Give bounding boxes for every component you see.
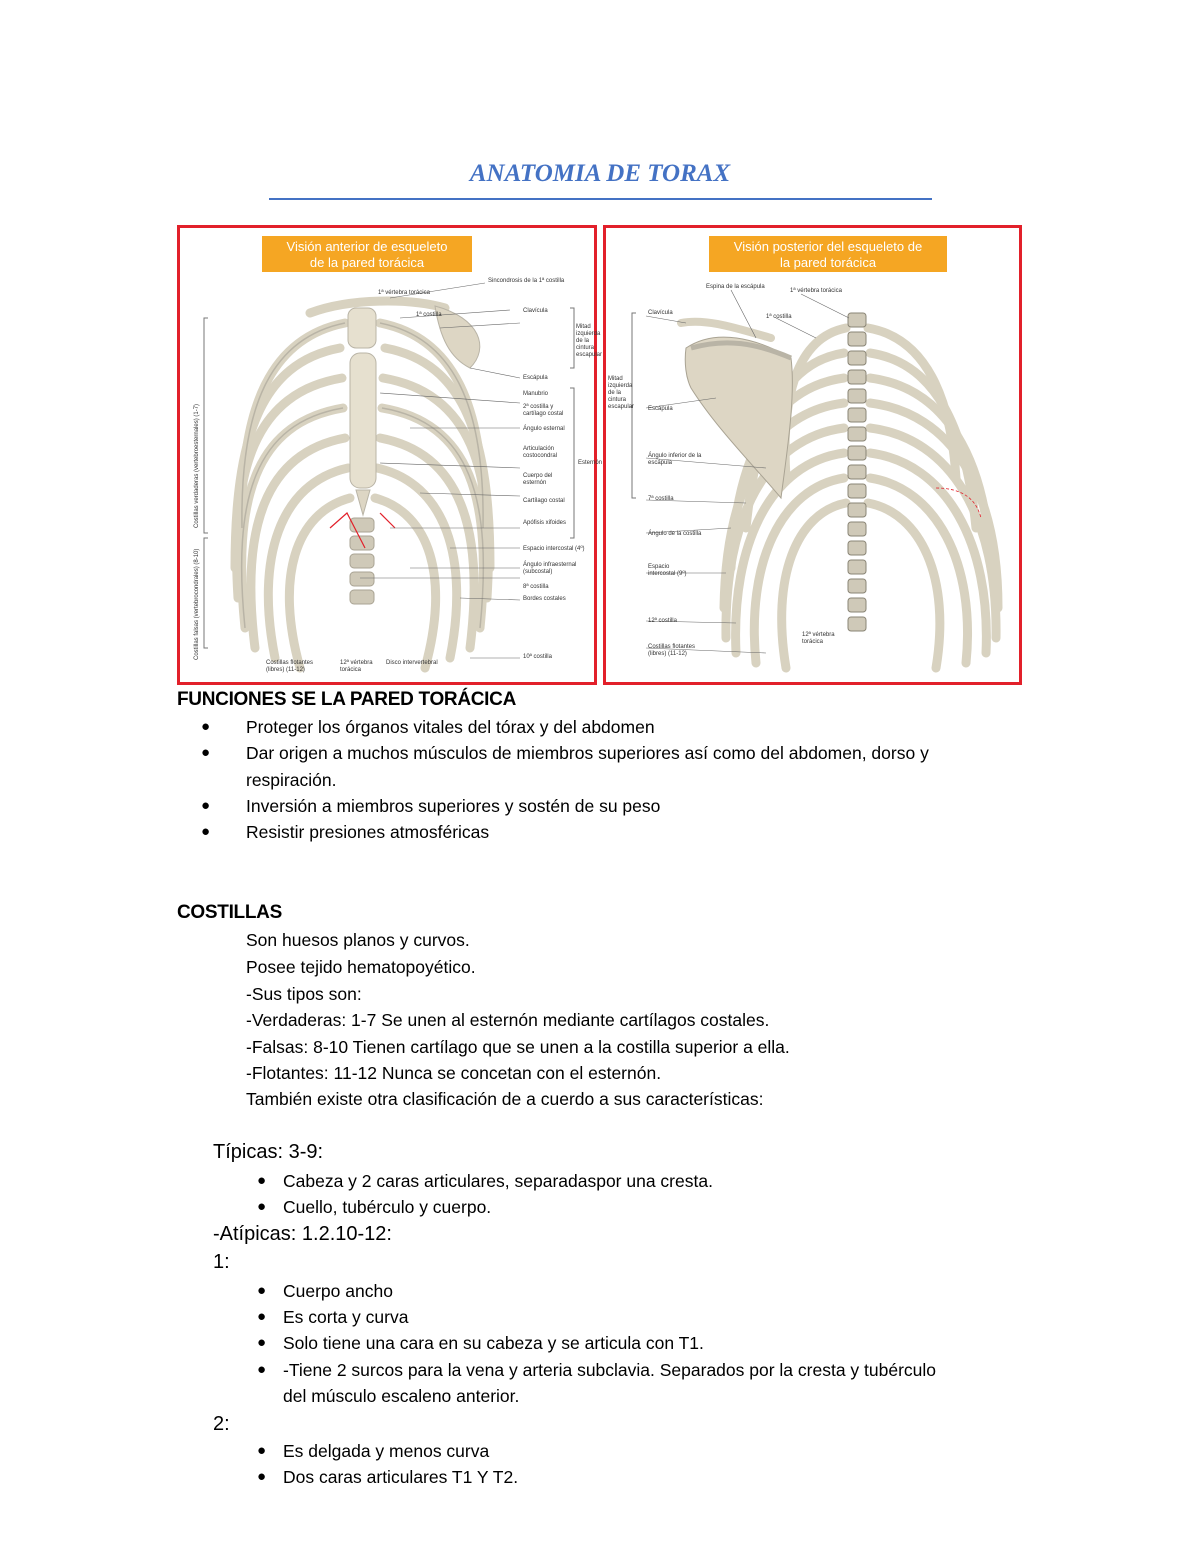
fig-label: Espacio intercostal (9º) <box>648 564 687 577</box>
costillas-line: -Falsas: 8-10 Tienen cartílago que se unen a la costilla superior a ella. <box>246 1037 790 1057</box>
funciones-item-continued: respiración. <box>246 770 337 790</box>
bullet: ● <box>257 1361 267 1378</box>
costillas-line: -Verdaderas: 1-7 Se unen al esternón mediante cartílagos costales. <box>246 1010 770 1030</box>
fig-label: Ángulo esternal <box>523 426 565 432</box>
fig-label: Mitad izquierda de la cintura escapular <box>576 324 603 358</box>
fig-label: Clavícula <box>648 310 673 316</box>
document-title: ANATOMIA DE TORAX <box>469 160 731 187</box>
funciones-item: Dar origen a muchos músculos de miembros superiores así como del abdomen, dorso y <box>246 743 929 763</box>
costillas-line: -Flotantes: 11-12 Nunca se concetan con el esternón. <box>246 1063 662 1083</box>
fig-label: Costillas flotantes (libres) (11-12) <box>266 660 314 673</box>
fig-label: Clavícula <box>523 308 548 314</box>
costillas-line: Posee tejido hematopoyético. <box>246 957 476 977</box>
anterior-thorax-figure <box>177 225 603 685</box>
posterior-thorax-figure <box>603 225 1022 685</box>
fig-label: Esternón <box>578 460 603 466</box>
bullet: ● <box>257 1442 267 1459</box>
fig-label: 12ª vértebra torácica <box>802 632 835 645</box>
fig-label: 2ª costilla y cartílago costal <box>523 404 564 417</box>
bullet: ● <box>257 1468 267 1485</box>
rib-1-heading: 1: <box>213 1251 230 1273</box>
fig-label: 12ª vértebra torácica <box>340 660 373 673</box>
fig-label: Apófisis xifoides <box>523 520 567 526</box>
fig-label: Ángulo inferior de la escápula <box>648 453 702 466</box>
costillas-heading: COSTILLAS <box>177 902 282 923</box>
posterior-caption <box>709 236 947 272</box>
costillas-line: -Sus tipos son: <box>246 984 362 1004</box>
bullet: ● <box>201 797 211 814</box>
funciones-item: Resistir presiones atmosféricas <box>246 822 490 842</box>
fig-label: 1ª vértebra torácica <box>790 288 842 294</box>
rib-1-item: Es corta y curva <box>283 1307 409 1327</box>
fig-label: 8ª costilla <box>523 584 549 590</box>
fig-label: Sincondrosis de la 1ª costilla <box>488 278 565 284</box>
fig-label: 1ª vértebra torácica <box>378 290 430 296</box>
rib-1-item: -Tiene 2 surcos para la vena y arteria subclavia. Separados por la cresta y tubérculo <box>283 1360 937 1380</box>
funciones-item: Inversión a miembros superiores y sostén de su peso <box>246 796 661 816</box>
posterior-caption-line1: Visión posterior del esqueleto de <box>733 239 923 254</box>
bullet: ● <box>257 1172 267 1189</box>
funciones-item: Proteger los órganos vitales del tórax y del abdomen <box>246 717 655 737</box>
bullet: ● <box>257 1334 267 1351</box>
title-underline <box>269 198 932 200</box>
fig-label: Espacio intercostal (4º) <box>523 546 585 552</box>
rib-1-item: Solo tiene una cara en su cabeza y se articula con T1. <box>283 1333 704 1353</box>
bullet: ● <box>201 823 211 840</box>
fig-side-label: Costillas falsas (vertebrocondrales) (8-10) <box>194 548 200 660</box>
tipicas-heading: Típicas: 3-9: <box>213 1141 324 1163</box>
fig-label: Espina de la escápula <box>706 284 765 290</box>
anterior-caption-line1: Visión anterior de esqueleto <box>286 239 448 254</box>
fig-label: Mitad izquierda de la cintura escapular <box>608 376 635 410</box>
rib-2-item: Dos caras articulares T1 Y T2. <box>283 1467 519 1487</box>
bullet: ● <box>257 1198 267 1215</box>
fig-label: Costillas flotantes (libres) (11-12) <box>648 644 696 657</box>
bullet: ● <box>257 1282 267 1299</box>
bullet: ● <box>201 744 211 761</box>
fig-label: 12ª costilla <box>648 618 677 624</box>
fig-label: Escápula <box>523 375 548 381</box>
fig-label: 7ª costilla <box>648 496 674 502</box>
bullet: ● <box>201 718 211 735</box>
atipicas-heading: -Atípicas: 1.2.10-12: <box>213 1223 392 1245</box>
tipicas-item: Cabeza y 2 caras articulares, separadaspor una cresta. <box>283 1171 713 1191</box>
rib-2-item: Es delgada y menos curva <box>283 1441 490 1461</box>
fig-label: Manubrio <box>523 391 549 397</box>
bullet: ● <box>257 1308 267 1325</box>
fig-label: Ángulo de la costilla <box>648 531 702 537</box>
fig-label: Disco intervertebral <box>386 660 438 666</box>
fig-side-label: Costillas verdaderas (vertebroesternales) (1-7) <box>194 403 200 528</box>
fig-label: Bordes costales <box>523 596 566 602</box>
tipicas-item: Cuello, tubérculo y cuerpo. <box>283 1197 492 1217</box>
fig-label: Escápula <box>648 406 673 412</box>
fig-label: Cartílago costal <box>523 498 565 504</box>
fig-label: Cuerpo del esternón <box>523 473 553 486</box>
anterior-caption-line2: de la pared torácica <box>309 255 425 270</box>
rib-1-item-continued: del músculo escaleno anterior. <box>283 1386 520 1406</box>
posterior-caption-line2: la pared torácica <box>779 255 877 270</box>
fig-label: 1ª costilla <box>766 314 792 320</box>
rib-1-item: Cuerpo ancho <box>283 1281 393 1301</box>
rib-2-heading: 2: <box>213 1413 230 1435</box>
costillas-line: Son huesos planos y curvos. <box>246 930 470 950</box>
costillas-line: También existe otra clasificación de a cuerdo a sus características: <box>246 1089 764 1109</box>
fig-label: Ángulo infraesternal (subcostal) <box>523 562 577 575</box>
fig-label: 1ª costilla <box>416 312 442 318</box>
funciones-heading: FUNCIONES SE LA PARED TORÁCICA <box>177 689 517 710</box>
fig-label: 10ª costilla <box>523 654 552 660</box>
anterior-caption <box>262 236 472 272</box>
fig-label: Articulación costocondral <box>523 446 558 459</box>
